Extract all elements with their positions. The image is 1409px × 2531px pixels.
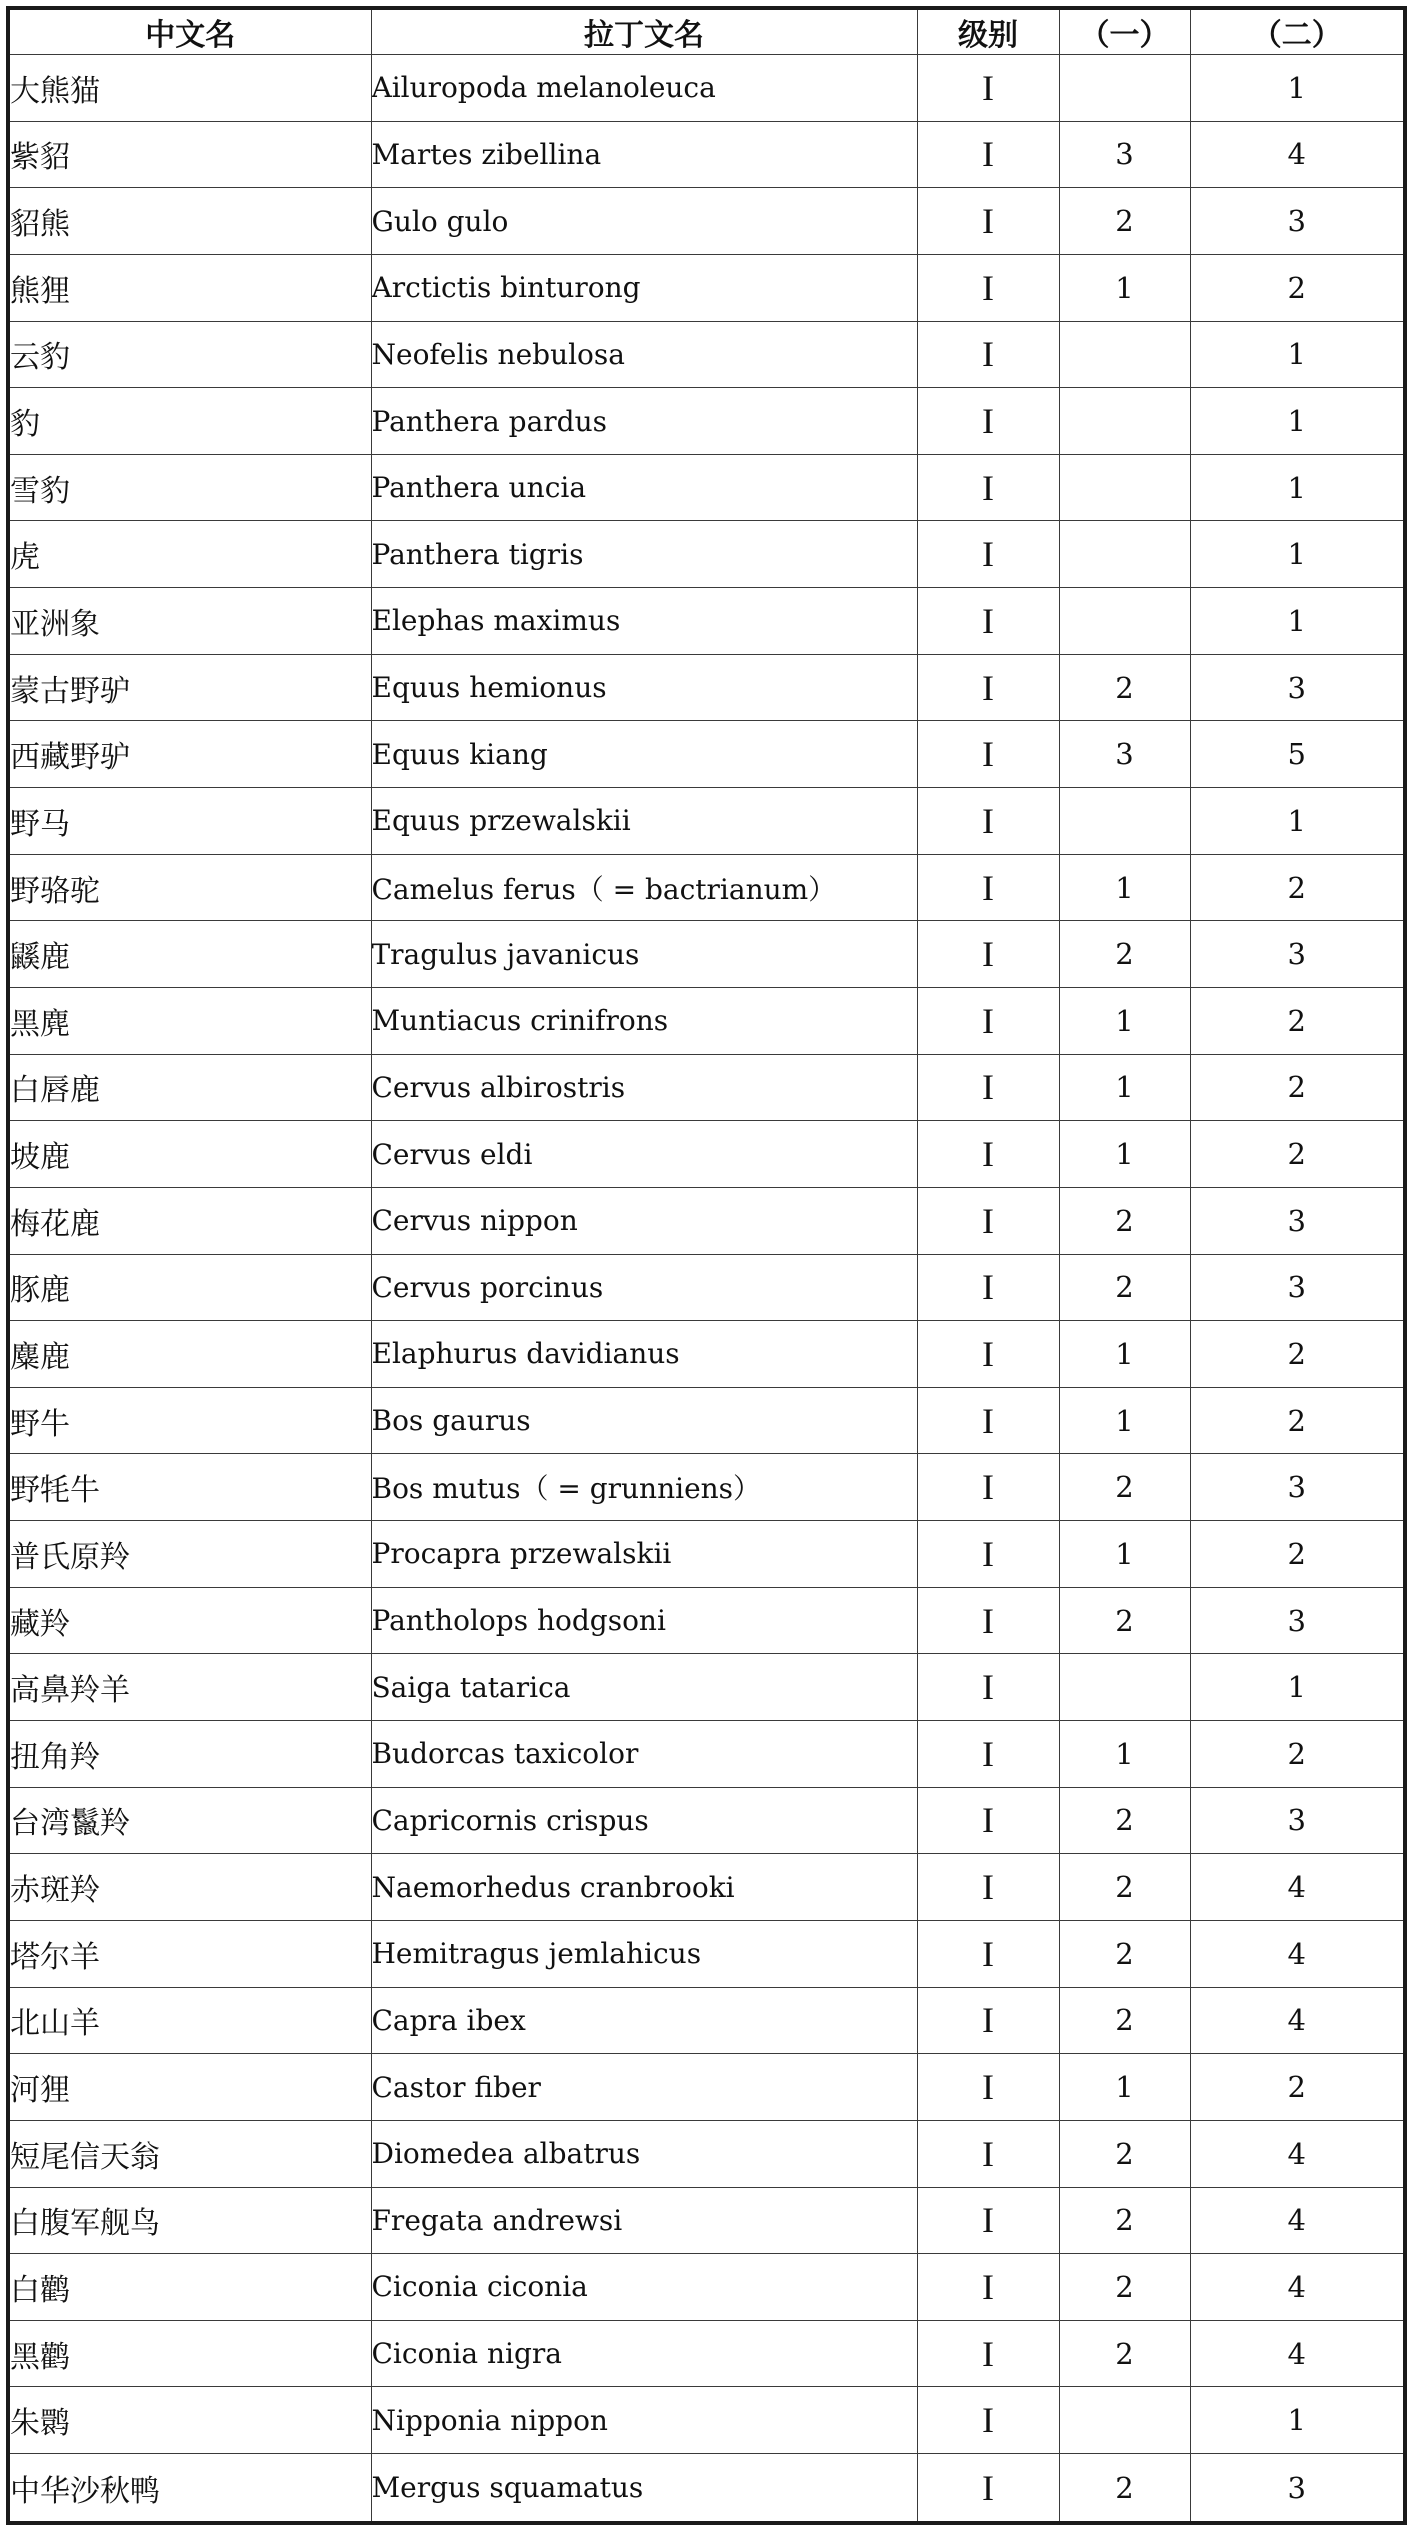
cell-col-two: 2 — [1190, 2054, 1405, 2121]
cell-latin-name: Capra ibex — [371, 1987, 917, 2054]
table-row — [8, 1521, 1405, 1588]
cell-level: I — [917, 1387, 1059, 1454]
cell-level: I — [917, 788, 1059, 855]
cell-col-two: 4 — [1190, 2187, 1405, 2254]
table-row — [8, 1387, 1405, 1454]
cell-level: I — [917, 254, 1059, 321]
cell-col-one: 1 — [1059, 987, 1190, 1054]
cell-latin-name: Panthera tigris — [371, 521, 917, 588]
cell-chinese-name: 高鼻羚羊 — [8, 1654, 371, 1721]
cell-col-two: 3 — [1190, 1587, 1405, 1654]
cell-chinese-name: 朱鹮 — [8, 2387, 371, 2454]
table-row — [8, 2054, 1405, 2121]
cell-latin-name: Equus przewalskii — [371, 788, 917, 855]
cell-latin-name: Panthera uncia — [371, 454, 917, 521]
cell-col-one — [1059, 588, 1190, 655]
cell-col-one: 1 — [1059, 1121, 1190, 1188]
header-chinese-name: 中文名 — [8, 8, 371, 55]
cell-col-one: 2 — [1059, 188, 1190, 255]
table-row — [8, 1454, 1405, 1521]
cell-chinese-name: 赤斑羚 — [8, 1854, 371, 1921]
header-col-two: （二） — [1190, 8, 1405, 55]
table-row — [8, 2254, 1405, 2321]
cell-latin-name: Mergus squamatus — [371, 2454, 917, 2523]
cell-col-two: 2 — [1190, 854, 1405, 921]
header-latin-name: 拉丁文名 — [371, 8, 917, 55]
cell-col-one: 1 — [1059, 854, 1190, 921]
cell-latin-name: Cervus albirostris — [371, 1054, 917, 1121]
cell-col-one: 1 — [1059, 1054, 1190, 1121]
species-table — [6, 6, 1407, 2525]
cell-col-two: 4 — [1190, 1987, 1405, 2054]
cell-level: I — [917, 1454, 1059, 1521]
table-row — [8, 2320, 1405, 2387]
cell-chinese-name: 白腹军舰鸟 — [8, 2187, 371, 2254]
cell-col-two: 4 — [1190, 2120, 1405, 2187]
header-row — [8, 8, 1405, 55]
cell-level: I — [917, 55, 1059, 122]
cell-chinese-name: 河狸 — [8, 2054, 371, 2121]
cell-latin-name: Budorcas taxicolor — [371, 1721, 917, 1788]
cell-col-two: 1 — [1190, 388, 1405, 455]
cell-level: I — [917, 2254, 1059, 2321]
cell-col-one: 1 — [1059, 2054, 1190, 2121]
cell-level: I — [917, 588, 1059, 655]
table-row — [8, 921, 1405, 988]
cell-level: I — [917, 2387, 1059, 2454]
cell-col-one — [1059, 1654, 1190, 1721]
header-level: 级别 — [917, 8, 1059, 55]
cell-chinese-name: 云豹 — [8, 321, 371, 388]
table-row — [8, 1654, 1405, 1721]
cell-chinese-name: 坡鹿 — [8, 1121, 371, 1188]
cell-col-one: 2 — [1059, 1587, 1190, 1654]
cell-latin-name: Elaphurus davidianus — [371, 1321, 917, 1388]
cell-col-one — [1059, 2387, 1190, 2454]
cell-level: I — [917, 1254, 1059, 1321]
cell-col-two: 4 — [1190, 2254, 1405, 2321]
cell-chinese-name: 蒙古野驴 — [8, 654, 371, 721]
cell-level: I — [917, 2320, 1059, 2387]
cell-col-two: 1 — [1190, 788, 1405, 855]
cell-col-two: 4 — [1190, 2320, 1405, 2387]
cell-level: I — [917, 921, 1059, 988]
cell-col-two: 3 — [1190, 188, 1405, 255]
cell-col-one: 2 — [1059, 1920, 1190, 1987]
cell-latin-name: Arctictis binturong — [371, 254, 917, 321]
cell-chinese-name: 普氏原羚 — [8, 1521, 371, 1588]
cell-latin-name: Hemitragus jemlahicus — [371, 1920, 917, 1987]
cell-latin-name: Bos mutus（ = grunniens） — [371, 1454, 917, 1521]
cell-level: I — [917, 2120, 1059, 2187]
table-row — [8, 854, 1405, 921]
cell-col-one: 2 — [1059, 1787, 1190, 1854]
table-row — [8, 654, 1405, 721]
cell-latin-name: Capricornis crispus — [371, 1787, 917, 1854]
table-row — [8, 321, 1405, 388]
cell-col-one: 2 — [1059, 921, 1190, 988]
cell-latin-name: Castor fiber — [371, 2054, 917, 2121]
cell-level: I — [917, 987, 1059, 1054]
cell-col-two: 1 — [1190, 454, 1405, 521]
cell-col-one: 2 — [1059, 2320, 1190, 2387]
cell-col-one — [1059, 788, 1190, 855]
cell-level: I — [917, 1920, 1059, 1987]
table-row — [8, 2387, 1405, 2454]
cell-chinese-name: 麋鹿 — [8, 1321, 371, 1388]
cell-latin-name: Equus kiang — [371, 721, 917, 788]
cell-col-two: 2 — [1190, 1054, 1405, 1121]
cell-level: I — [917, 388, 1059, 455]
cell-level: I — [917, 1521, 1059, 1588]
cell-latin-name: Cervus eldi — [371, 1121, 917, 1188]
cell-chinese-name: 熊狸 — [8, 254, 371, 321]
table-row — [8, 1321, 1405, 1388]
cell-col-one — [1059, 55, 1190, 122]
cell-col-one: 3 — [1059, 121, 1190, 188]
cell-latin-name: Ciconia nigra — [371, 2320, 917, 2387]
cell-col-two: 1 — [1190, 588, 1405, 655]
table-row — [8, 1787, 1405, 1854]
cell-chinese-name: 雪豹 — [8, 454, 371, 521]
table-row — [8, 2187, 1405, 2254]
cell-level: I — [917, 1121, 1059, 1188]
cell-col-one — [1059, 454, 1190, 521]
table-row — [8, 2454, 1405, 2523]
cell-level: I — [917, 321, 1059, 388]
cell-level: I — [917, 1721, 1059, 1788]
cell-level: I — [917, 521, 1059, 588]
table-row — [8, 254, 1405, 321]
cell-chinese-name: 白唇鹿 — [8, 1054, 371, 1121]
cell-col-two: 3 — [1190, 1254, 1405, 1321]
cell-chinese-name: 黑麂 — [8, 987, 371, 1054]
table-row — [8, 55, 1405, 122]
cell-level: I — [917, 121, 1059, 188]
cell-chinese-name: 西藏野驴 — [8, 721, 371, 788]
cell-chinese-name: 白鹳 — [8, 2254, 371, 2321]
cell-col-two: 5 — [1190, 721, 1405, 788]
cell-col-one: 3 — [1059, 721, 1190, 788]
cell-col-two: 3 — [1190, 1454, 1405, 1521]
cell-chinese-name: 中华沙秋鸭 — [8, 2454, 371, 2523]
cell-col-one: 2 — [1059, 654, 1190, 721]
cell-level: I — [917, 1854, 1059, 1921]
cell-latin-name: Panthera pardus — [371, 388, 917, 455]
cell-col-one — [1059, 321, 1190, 388]
cell-latin-name: Fregata andrewsi — [371, 2187, 917, 2254]
cell-latin-name: Tragulus javanicus — [371, 921, 917, 988]
cell-level: I — [917, 1987, 1059, 2054]
cell-col-two: 3 — [1190, 921, 1405, 988]
cell-col-two: 3 — [1190, 1787, 1405, 1854]
table-row — [8, 1854, 1405, 1921]
cell-latin-name: Diomedea albatrus — [371, 2120, 917, 2187]
cell-level: I — [917, 2454, 1059, 2523]
cell-chinese-name: 野牛 — [8, 1387, 371, 1454]
cell-col-one: 2 — [1059, 1987, 1190, 2054]
cell-chinese-name: 鼷鹿 — [8, 921, 371, 988]
cell-col-one: 1 — [1059, 1321, 1190, 1388]
cell-col-two: 3 — [1190, 2454, 1405, 2523]
cell-latin-name: Pantholops hodgsoni — [371, 1587, 917, 1654]
cell-col-one: 1 — [1059, 1721, 1190, 1788]
cell-col-one: 2 — [1059, 2254, 1190, 2321]
table-row — [8, 987, 1405, 1054]
cell-col-two: 3 — [1190, 654, 1405, 721]
table-row — [8, 721, 1405, 788]
table-row — [8, 1121, 1405, 1188]
cell-level: I — [917, 2187, 1059, 2254]
cell-level: I — [917, 1187, 1059, 1254]
cell-col-two: 3 — [1190, 1187, 1405, 1254]
cell-level: I — [917, 454, 1059, 521]
cell-latin-name: Naemorhedus cranbrooki — [371, 1854, 917, 1921]
cell-col-one: 1 — [1059, 1387, 1190, 1454]
cell-col-two: 1 — [1190, 55, 1405, 122]
cell-chinese-name: 野骆驼 — [8, 854, 371, 921]
table-row — [8, 588, 1405, 655]
cell-latin-name: Saiga tatarica — [371, 1654, 917, 1721]
cell-chinese-name: 亚洲象 — [8, 588, 371, 655]
cell-latin-name: Gulo gulo — [371, 188, 917, 255]
cell-col-two: 2 — [1190, 1321, 1405, 1388]
cell-latin-name: Nipponia nippon — [371, 2387, 917, 2454]
table-row — [8, 2120, 1405, 2187]
table-row — [8, 121, 1405, 188]
cell-col-two: 4 — [1190, 1854, 1405, 1921]
cell-chinese-name: 豚鹿 — [8, 1254, 371, 1321]
cell-latin-name: Ailuropoda melanoleuca — [371, 55, 917, 122]
table-row — [8, 1254, 1405, 1321]
cell-col-one: 2 — [1059, 1254, 1190, 1321]
table-row — [8, 1920, 1405, 1987]
cell-level: I — [917, 2054, 1059, 2121]
cell-col-one: 2 — [1059, 1854, 1190, 1921]
cell-col-one — [1059, 521, 1190, 588]
cell-col-two: 2 — [1190, 1121, 1405, 1188]
cell-col-two: 2 — [1190, 1521, 1405, 1588]
table-row — [8, 1054, 1405, 1121]
cell-latin-name: Ciconia ciconia — [371, 2254, 917, 2321]
cell-latin-name: Camelus ferus（ = bactrianum） — [371, 854, 917, 921]
cell-col-one: 2 — [1059, 1454, 1190, 1521]
cell-chinese-name: 台湾鬣羚 — [8, 1787, 371, 1854]
cell-chinese-name: 豹 — [8, 388, 371, 455]
cell-chinese-name: 野马 — [8, 788, 371, 855]
cell-col-two: 4 — [1190, 1920, 1405, 1987]
cell-col-two: 1 — [1190, 521, 1405, 588]
cell-chinese-name: 梅花鹿 — [8, 1187, 371, 1254]
cell-latin-name: Martes zibellina — [371, 121, 917, 188]
table-row — [8, 1721, 1405, 1788]
cell-level: I — [917, 721, 1059, 788]
cell-level: I — [917, 1054, 1059, 1121]
cell-latin-name: Cervus nippon — [371, 1187, 917, 1254]
cell-col-one: 1 — [1059, 254, 1190, 321]
cell-chinese-name: 虎 — [8, 521, 371, 588]
cell-level: I — [917, 188, 1059, 255]
cell-chinese-name: 短尾信天翁 — [8, 2120, 371, 2187]
table-row — [8, 1587, 1405, 1654]
cell-chinese-name: 貂熊 — [8, 188, 371, 255]
cell-col-two: 1 — [1190, 2387, 1405, 2454]
cell-col-one — [1059, 388, 1190, 455]
cell-level: I — [917, 1587, 1059, 1654]
cell-latin-name: Cervus porcinus — [371, 1254, 917, 1321]
cell-level: I — [917, 1787, 1059, 1854]
table-row — [8, 388, 1405, 455]
cell-col-two: 1 — [1190, 321, 1405, 388]
cell-chinese-name: 藏羚 — [8, 1587, 371, 1654]
cell-chinese-name: 大熊猫 — [8, 55, 371, 122]
cell-chinese-name: 黑鹳 — [8, 2320, 371, 2387]
header-col-one: （一） — [1059, 8, 1190, 55]
cell-level: I — [917, 1654, 1059, 1721]
cell-latin-name: Elephas maximus — [371, 588, 917, 655]
cell-latin-name: Procapra przewalskii — [371, 1521, 917, 1588]
cell-col-two: 2 — [1190, 1387, 1405, 1454]
cell-latin-name: Bos gaurus — [371, 1387, 917, 1454]
cell-level: I — [917, 1321, 1059, 1388]
table-row — [8, 454, 1405, 521]
table-row — [8, 521, 1405, 588]
cell-col-two: 2 — [1190, 254, 1405, 321]
cell-level: I — [917, 854, 1059, 921]
cell-col-one: 2 — [1059, 2454, 1190, 2523]
table-body — [8, 55, 1405, 2524]
cell-latin-name: Muntiacus crinifrons — [371, 987, 917, 1054]
table-row — [8, 188, 1405, 255]
cell-col-two: 2 — [1190, 987, 1405, 1054]
cell-col-two: 2 — [1190, 1721, 1405, 1788]
cell-chinese-name: 紫貂 — [8, 121, 371, 188]
cell-chinese-name: 塔尔羊 — [8, 1920, 371, 1987]
table-row — [8, 1187, 1405, 1254]
cell-level: I — [917, 654, 1059, 721]
table-row — [8, 788, 1405, 855]
cell-col-one: 2 — [1059, 2120, 1190, 2187]
cell-latin-name: Equus hemionus — [371, 654, 917, 721]
cell-col-one: 2 — [1059, 2187, 1190, 2254]
cell-chinese-name: 扭角羚 — [8, 1721, 371, 1788]
cell-col-two: 4 — [1190, 121, 1405, 188]
cell-latin-name: Neofelis nebulosa — [371, 321, 917, 388]
cell-col-one: 1 — [1059, 1521, 1190, 1588]
cell-chinese-name: 野牦牛 — [8, 1454, 371, 1521]
cell-col-two: 1 — [1190, 1654, 1405, 1721]
cell-chinese-name: 北山羊 — [8, 1987, 371, 2054]
table-row — [8, 1987, 1405, 2054]
cell-col-one: 2 — [1059, 1187, 1190, 1254]
